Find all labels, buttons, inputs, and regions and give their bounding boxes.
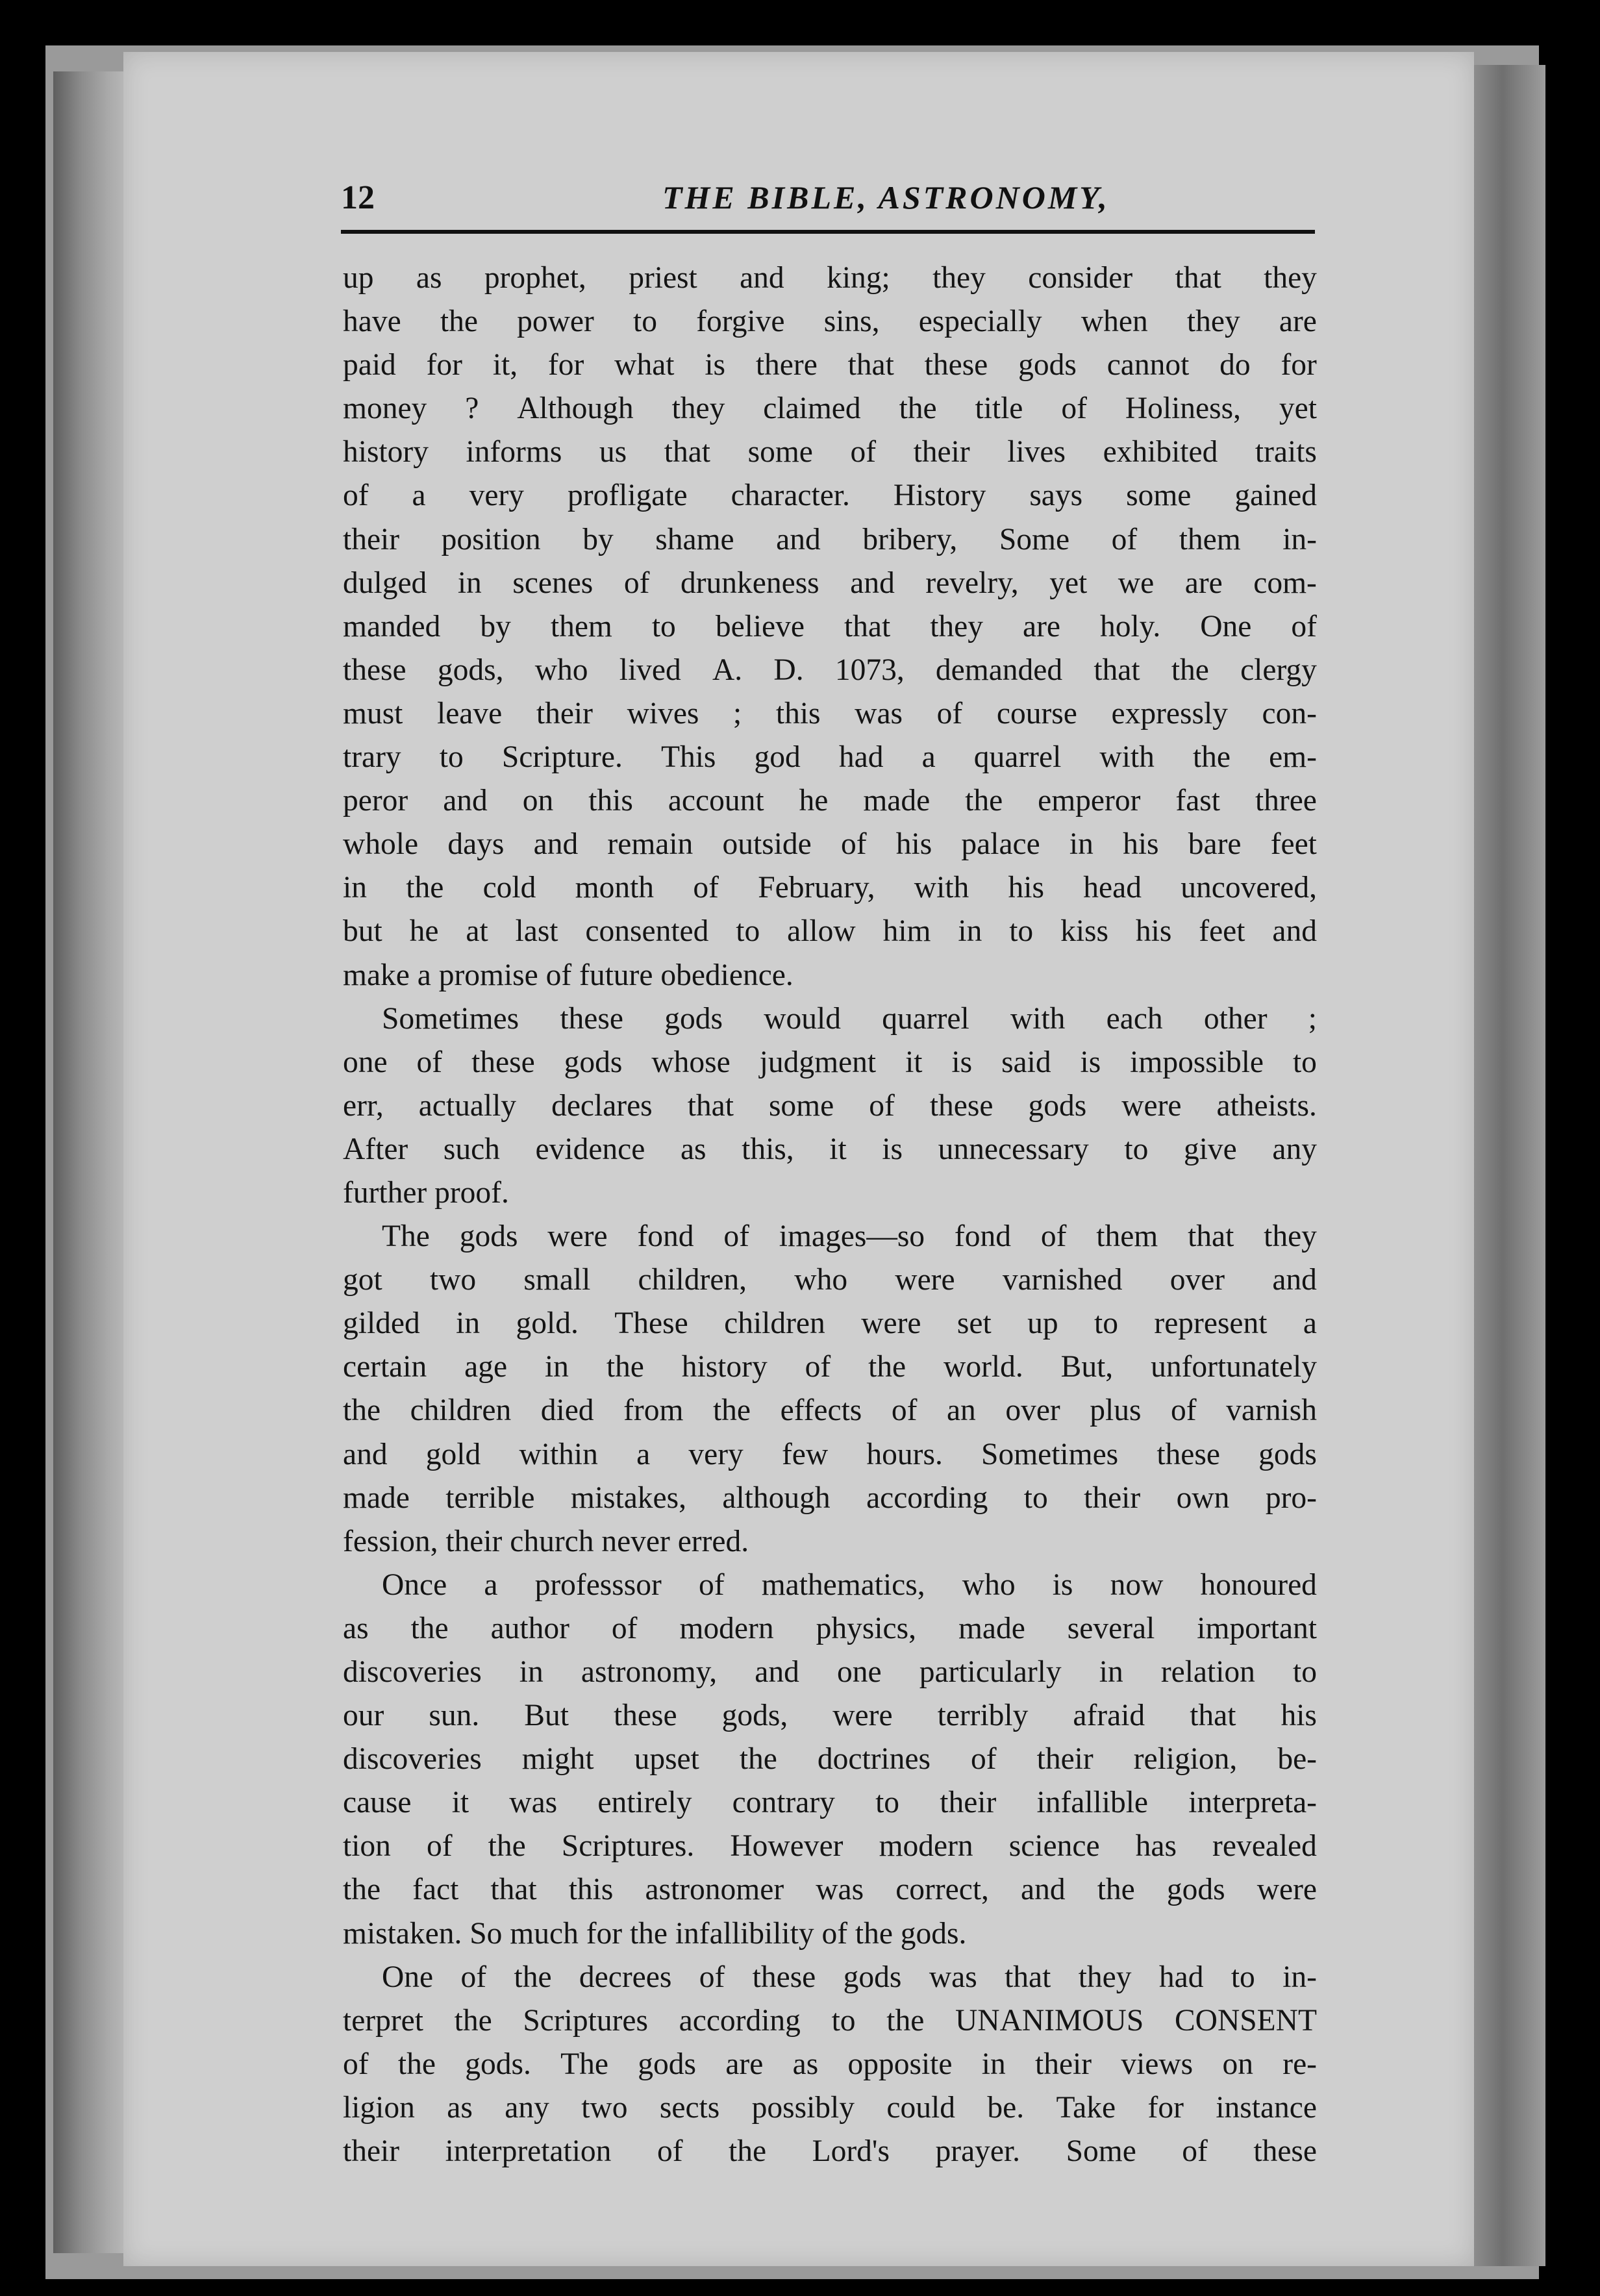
text-line: the children died from the effects of an over plus of varnish (343, 1393, 1317, 1428)
text-line: these gods, who lived A. D. 1073, demanded that the clergy (343, 653, 1317, 687)
text-line: but he at last consented to allow him in to kiss his feet and (343, 914, 1317, 949)
text-line: further proof. (343, 1175, 509, 1210)
text-line: fession, their church never erred. (343, 1524, 749, 1558)
header-rule (341, 230, 1315, 234)
text-line: in the cold month of February, with his head uncovered, (343, 871, 1317, 905)
text-line: made terrible mistakes, although according to their own pro- (343, 1480, 1317, 1515)
text-line: Once a professsor of mathematics, who is now honoured (382, 1567, 1317, 1602)
text-line: manded by them to believe that they are holy. One of (343, 609, 1317, 643)
text-line: of the gods. The gods are as opposite in their views on re- (343, 2047, 1317, 2081)
text-line: dulged in scenes of drunkeness and revelry, yet we are com- (343, 566, 1317, 600)
page-header (214, 179, 1318, 231)
text-line: money ? Although they claimed the title of Holiness, yet (343, 392, 1317, 426)
text-line: paid for it, for what is there that these gods cannot do for (343, 348, 1317, 382)
text-line: up as prophet, priest and king; they consider that they (343, 261, 1317, 295)
page-stack-left (53, 71, 131, 2253)
text-line: make a promise of future obedience. (343, 958, 794, 992)
text-line: got two small children, who were varnished over and (343, 1263, 1317, 1297)
text-line: certain age in the history of the world. But, unfortunately (343, 1350, 1317, 1384)
text-line: our sun. But these gods, were terribly afraid that his (343, 1699, 1317, 1733)
text-line: After such evidence as this, it is unnecessary to give any (343, 1132, 1317, 1166)
text-line: of a very profligate character. History says some gained (343, 479, 1317, 513)
page-stack-right (1474, 65, 1545, 2266)
text-line: whole days and remain outside of his palace in his bare feet (343, 827, 1317, 862)
text-line: tion of the Scriptures. However modern science has revealed (343, 1829, 1317, 1864)
text-line: mistaken. So much for the infallibility of the gods. (343, 1916, 967, 1951)
text-line: have the power to forgive sins, especially when they are (343, 305, 1317, 339)
text-line: one of these gods whose judgment it is said is impossible to (343, 1045, 1317, 1079)
page-number: 12 (341, 179, 375, 216)
text-line: discoveries in astronomy, and one particularly in relation to (343, 1655, 1317, 1689)
text-line: their interpretation of the Lord's prayer. Some of these (343, 2134, 1317, 2169)
text-line: the fact that this astronomer was correct, and the gods were (343, 1873, 1317, 1907)
text-line: gilded in gold. These children were set up to represent a (343, 1306, 1317, 1341)
text-line: err, actually declares that some of these gods were atheists. (343, 1088, 1317, 1123)
text-line: One of the decrees of these gods was that they had to in- (382, 1960, 1317, 1994)
text-line: Sometimes these gods would quarrel with each other ; (382, 1001, 1317, 1036)
text-line: discoveries might upset the doctrines of their religion, be- (343, 1742, 1317, 1777)
text-line: trary to Scripture. This god had a quarrel with the em- (343, 740, 1317, 775)
text-line: history informs us that some of their lives exhibited traits (343, 435, 1317, 469)
running-title: THE BIBLE, ASTRONOMY, (662, 179, 1110, 216)
text-line: terpret the Scriptures according to the UNANIMOUS CONSENT (343, 2003, 1317, 2038)
text-line: cause it was entirely contrary to their infallible interpreta- (343, 1786, 1317, 1820)
text-line: peror and on this account he made the emperor fast three (343, 784, 1317, 818)
text-line: ligion as any two sects possibly could be. Take for instance (343, 2090, 1317, 2125)
text-line: The gods were fond of images—so fond of them that they (382, 1219, 1317, 1254)
text-line: must leave their wives ; this was of course expressly con- (343, 696, 1317, 730)
text-line: and gold within a very few hours. Sometimes these gods (343, 1437, 1317, 1471)
text-line: their position by shame and bribery, Some of them in- (343, 522, 1317, 556)
body-text (343, 256, 1317, 2173)
text-line: as the author of modern physics, made several important (343, 1611, 1317, 1645)
